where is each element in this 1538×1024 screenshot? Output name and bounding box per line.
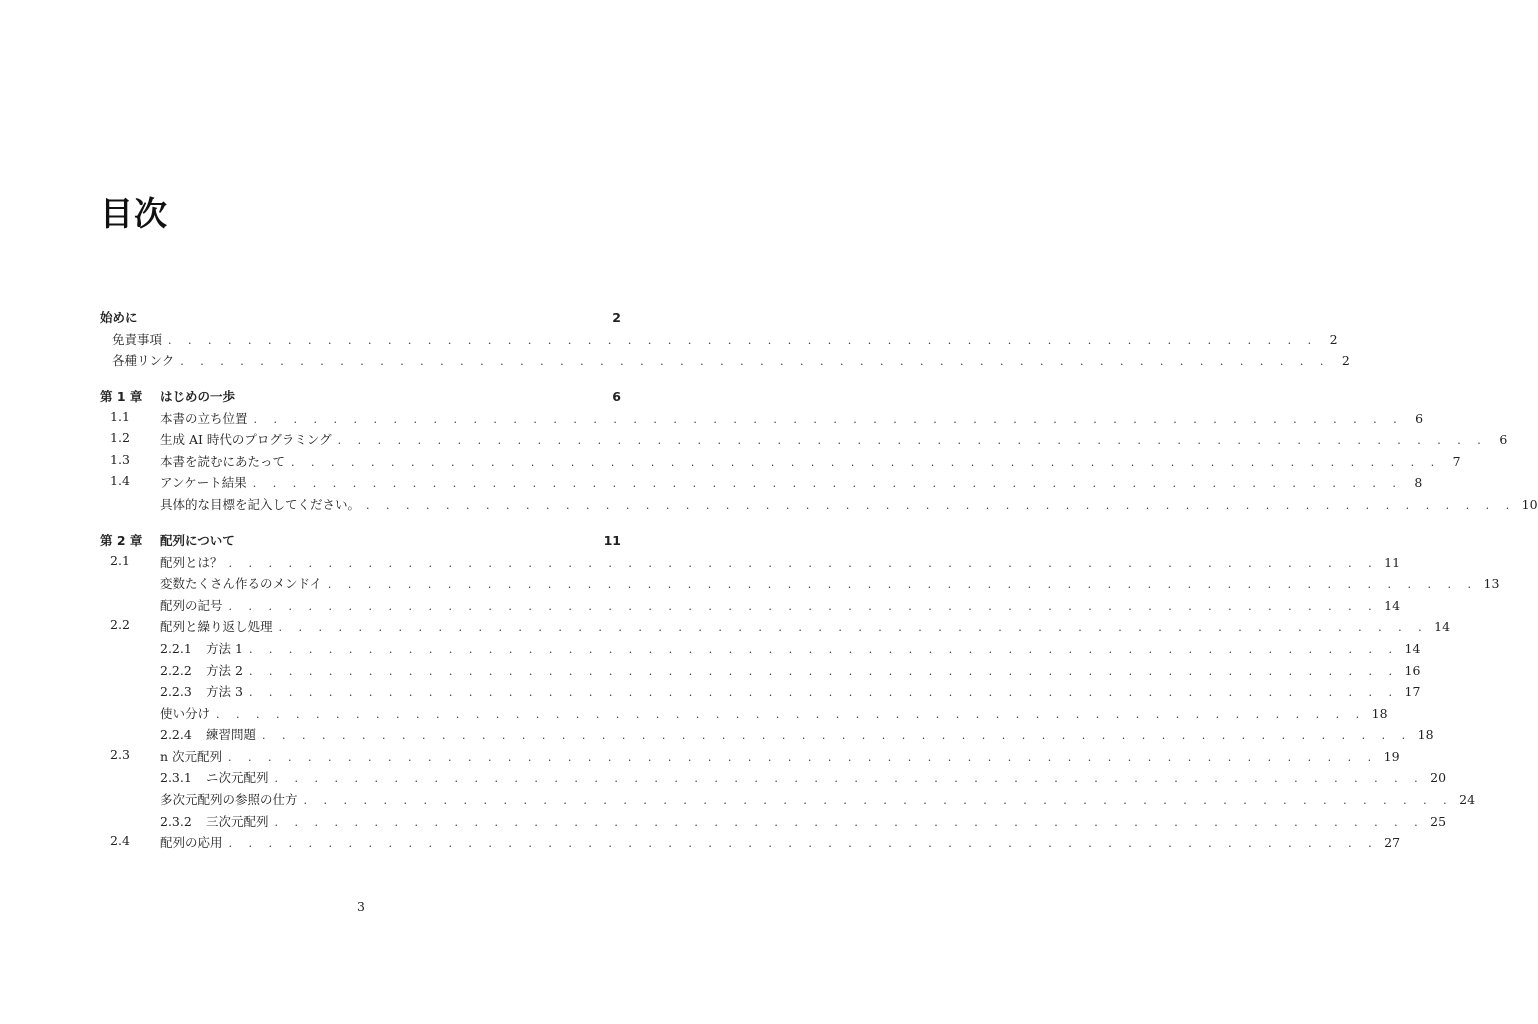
- dot-leader: . . . . . . . . . . . . . . . . . . . . . . . . . . . . . . . . . . . . . . . . . . . . . . . . . . . . . . . . . .: [366, 499, 1516, 513]
- toc-entry-label: 配列の記号: [160, 597, 223, 613]
- toc-page-number: 6: [612, 389, 621, 405]
- toc-entry-label-group: [160, 387, 235, 405]
- toc-entry-label-group: [160, 833, 223, 851]
- toc-page-number: 17: [1404, 684, 1421, 700]
- toc-page-number: 14: [1384, 597, 1401, 613]
- toc-page-number: 24: [1459, 792, 1476, 808]
- toc-entry-label: 配列の応用: [160, 835, 223, 851]
- toc-entry-label-group: [160, 473, 247, 491]
- dot-leader: . . . . . . . . . . . . . . . . . . . . . . . . . . . . . . . . . . . . . . . . . . . . . . . . . . . . . . . . . .: [168, 333, 1318, 347]
- dot-leader: . . . . . . . . . . . . . . . . . . . . . . . . . . . . . . . . . . . . . . . . . . . . . . . . . . . . . . . . . .: [228, 599, 1379, 613]
- toc-page-number: 2: [1341, 353, 1350, 369]
- toc-entry-label: n 次元配列: [160, 748, 223, 764]
- toc-entry-label-group: [160, 661, 243, 679]
- toc-page-number: 19: [1383, 748, 1400, 764]
- toc-page-number: 18: [1417, 727, 1434, 743]
- toc-entry-label-group: [160, 495, 360, 513]
- toc-entry-number: 1.3: [110, 451, 130, 467]
- dot-leader: . . . . . . . . . . . . . . . . . . . . . . . . . . . . . . . . . . . . . . . . . . . . . . . . . . . . . . . . . .: [228, 837, 1379, 851]
- toc-entry-label-group: [160, 553, 223, 571]
- toc-entry-label: 練習問題: [206, 727, 257, 743]
- toc-entry-number: 2.3: [110, 746, 130, 762]
- toc-gap: [100, 373, 621, 387]
- toc-subsection-number: 2.2.2: [160, 662, 192, 678]
- toc-entry[interactable]: [100, 661, 1421, 683]
- toc-entry[interactable]: [100, 408, 1424, 431]
- toc-subsection-number: 2.2.1: [160, 640, 192, 656]
- toc-entry-label: 本書を読むにあたって: [160, 453, 286, 469]
- toc-page-number: 6: [1415, 410, 1424, 426]
- toc-page-number: 18: [1371, 705, 1388, 721]
- toc-entry-number: 1.4: [110, 473, 130, 489]
- toc-entry[interactable]: [100, 596, 1401, 618]
- toc-entry-label-group: [112, 351, 174, 369]
- toc-entry-label: 配列について: [160, 532, 235, 548]
- toc-entry-label: 始めに: [100, 310, 138, 325]
- toc-entry-label-group: [112, 330, 162, 348]
- toc-entry[interactable]: [100, 639, 1421, 661]
- dot-leader: . . . . . . . . . . . . . . . . . . . . . . . . . . . . . . . . . . . . . . . . . . . . . . . . . . . . . . . . . .: [216, 707, 1366, 721]
- toc-entry[interactable]: [100, 768, 1447, 790]
- toc-entry-label: 生成 AI 時代のプログラミング: [160, 432, 332, 448]
- toc-entry-label: 具体的な目標を記入してください。: [160, 497, 361, 513]
- toc-page-number: 2: [1329, 331, 1338, 347]
- toc-entry[interactable]: [100, 746, 1400, 769]
- toc-entry[interactable]: [100, 495, 1538, 517]
- toc-page-number: 11: [603, 532, 621, 548]
- toc-page-number: 14: [1434, 619, 1451, 635]
- toc-entry[interactable]: [100, 812, 1447, 834]
- dot-leader: . . . . . . . . . . . . . . . . . . . . . . . . . . . . . . . . . . . . . . . . . . . . . . . . . . . . . . . . . .: [248, 642, 1399, 656]
- toc-entry-label: 免責事項: [112, 331, 163, 347]
- toc-entry[interactable]: [100, 790, 1476, 812]
- dot-leader: . . . . . . . . . . . . . . . . . . . . . . . . . . . . . . . . . . . . . . . . . . . . . . . . . . . . . . . . . .: [291, 455, 1441, 469]
- toc-subsection-number: 2.2.3: [160, 684, 192, 700]
- toc-page-number: 6: [1499, 432, 1508, 448]
- toc-entry[interactable]: [100, 704, 1388, 726]
- toc-page-number: 7: [1452, 453, 1461, 469]
- toc-entry[interactable]: [100, 725, 1434, 747]
- toc-page-number: 14: [1404, 640, 1421, 656]
- dot-leader: . . . . . . . . . . . . . . . . . . . . . . . . . . . . . . . . . . . . . . . . . . . . . . . . . . . . . . . . . .: [337, 434, 1488, 448]
- dot-leader: . . . . . . . . . . . . . . . . . . . . . . . . . . . . . . . . . . . . . . . . . . . . . . . . . . . . . . . . . .: [327, 578, 1478, 592]
- toc-entry-label: 方法 1: [206, 640, 243, 656]
- toc-page-number: 10: [1521, 497, 1538, 513]
- toc-entry-number: 2.1: [110, 552, 130, 568]
- toc-entry[interactable]: [100, 351, 1350, 373]
- toc-entry-label-group: [160, 812, 269, 830]
- toc-entry-label-group: [160, 725, 256, 743]
- toc-entry-number: 第 2 章: [100, 532, 143, 548]
- toc-entry[interactable]: [100, 451, 1461, 474]
- toc-entry-label-group: [160, 704, 210, 722]
- table-of-contents: [100, 308, 1538, 855]
- toc-page-number: 8: [1414, 475, 1423, 491]
- toc-entry-label: 方法 2: [206, 662, 243, 678]
- dot-leader: . . . . . . . . . . . . . . . . . . . . . . . . . . . . . . . . . . . . . . . . . . . . . . . . . . . . . . . . . .: [262, 729, 1412, 743]
- toc-entry-label: はじめの一歩: [160, 389, 236, 405]
- toc-subsection-number: 2.2.4: [160, 727, 192, 743]
- dot-leader: . . . . . . . . . . . . . . . . . . . . . . . . . . . . . . . . . . . . . . . . . . . . . . . . . . . . . . . . . .: [248, 664, 1399, 678]
- toc-entry-number: 1.2: [110, 430, 130, 446]
- dot-leader: . . . . . . . . . . . . . . . . . . . . . . . . . . . . . . . . . . . . . . . . . . . . . . . . . . . . . . . . . .: [274, 815, 1425, 829]
- dot-leader: . . . . . . . . . . . . . . . . . . . . . . . . . . . . . . . . . . . . . . . . . . . . . . . . . . . . . . . . . .: [228, 750, 1378, 764]
- dot-leader: . . . . . . . . . . . . . . . . . . . . . . . . . . . . . . . . . . . . . . . . . . . . . . . . . . . . . . . . . .: [252, 477, 1403, 491]
- toc-entry-label: 本書の立ち位置: [160, 410, 248, 426]
- toc-entry-label-group: [160, 790, 298, 808]
- toc-entry-label: 配列と繰り返し処理: [160, 619, 273, 635]
- toc-entry-label: ニ次元配列: [206, 770, 269, 786]
- toc-entry-label-group: [160, 409, 248, 427]
- toc-entry[interactable]: [100, 473, 1423, 495]
- toc-gap: [100, 517, 621, 531]
- toc-entry[interactable]: [100, 574, 1500, 596]
- toc-entry-number: 第 1 章: [100, 389, 143, 405]
- toc-subsection-number: 2.3.2: [160, 813, 192, 829]
- dot-leader: . . . . . . . . . . . . . . . . . . . . . . . . . . . . . . . . . . . . . . . . . . . . . . . . . . . . . . . . . .: [303, 794, 1454, 808]
- toc-page-number: 11: [1384, 554, 1401, 570]
- dot-leader: . . . . . . . . . . . . . . . . . . . . . . . . . . . . . . . . . . . . . . . . . . . . . . . . . . . . . . . . . .: [228, 556, 1379, 570]
- page-number: 3: [357, 899, 365, 914]
- toc-entry-label: 配列とは？: [160, 554, 223, 570]
- toc-entry-label-group: [160, 768, 269, 786]
- toc-entry-label-group: [160, 682, 243, 700]
- page-title: 目次: [100, 194, 168, 233]
- toc-entry-number: 2.2: [110, 617, 130, 633]
- toc-chapter-entry[interactable]: [100, 387, 621, 409]
- toc-entry-label: 方法 3: [206, 684, 243, 700]
- toc-page-number: 13: [1483, 576, 1500, 592]
- toc-entry[interactable]: [100, 833, 1401, 855]
- dot-leader: . . . . . . . . . . . . . . . . . . . . . . . . . . . . . . . . . . . . . . . . . . . . . . . . . . . . . . . . . .: [180, 355, 1330, 369]
- dot-leader: . . . . . . . . . . . . . . . . . . . . . . . . . . . . . . . . . . . . . . . . . . . . . . . . . . . . . . . . . .: [248, 686, 1399, 700]
- toc-entry-label-group: [160, 639, 243, 657]
- toc-entry-label-group: [160, 596, 223, 614]
- toc-entry-label: アンケート結果: [160, 475, 247, 491]
- toc-entry-label-group: [160, 574, 322, 592]
- toc-page-number: 27: [1384, 835, 1401, 851]
- dot-leader: . . . . . . . . . . . . . . . . . . . . . . . . . . . . . . . . . . . . . . . . . . . . . . . . . . . . . . . . . .: [278, 621, 1429, 635]
- toc-page-number: 2: [612, 310, 621, 325]
- toc-page-number: 16: [1404, 662, 1421, 678]
- toc-chapter-entry[interactable]: [100, 308, 621, 330]
- toc-entry-number: 1.1: [110, 408, 130, 424]
- toc-entry-label: 使い分け: [160, 705, 211, 721]
- toc-entry-label-group: [160, 531, 235, 549]
- toc-entry[interactable]: [100, 617, 1451, 639]
- toc-entry-label: 変数たくさん作るのメンドイ: [160, 576, 322, 592]
- dot-leader: . . . . . . . . . . . . . . . . . . . . . . . . . . . . . . . . . . . . . . . . . . . . . . . . . . . . . . . . . .: [274, 772, 1425, 786]
- toc-entry-label-group: [100, 308, 138, 326]
- toc-chapter-entry[interactable]: [100, 531, 621, 553]
- toc-page-number: 20: [1430, 770, 1447, 786]
- toc-entry-label: 各種リンク: [112, 353, 175, 369]
- toc-entry-label: 多次元配列の参照の仕方: [160, 792, 298, 808]
- toc-entry-label: 三次元配列: [206, 813, 269, 829]
- toc-entry-label-group: [160, 617, 273, 635]
- toc-entry-number: 2.4: [110, 833, 130, 849]
- toc-entry-label-group: [160, 747, 222, 765]
- toc-entry[interactable]: [100, 330, 1338, 352]
- toc-entry-label-group: [160, 452, 285, 470]
- toc-entry[interactable]: [100, 552, 1401, 575]
- toc-entry[interactable]: [100, 430, 1508, 452]
- toc-entry[interactable]: [100, 682, 1421, 704]
- toc-page-number: 25: [1430, 813, 1447, 829]
- dot-leader: . . . . . . . . . . . . . . . . . . . . . . . . . . . . . . . . . . . . . . . . . . . . . . . . . . . . . . . . . .: [253, 412, 1404, 426]
- toc-subsection-number: 2.3.1: [160, 770, 192, 786]
- toc-entry-label-group: [160, 430, 332, 448]
